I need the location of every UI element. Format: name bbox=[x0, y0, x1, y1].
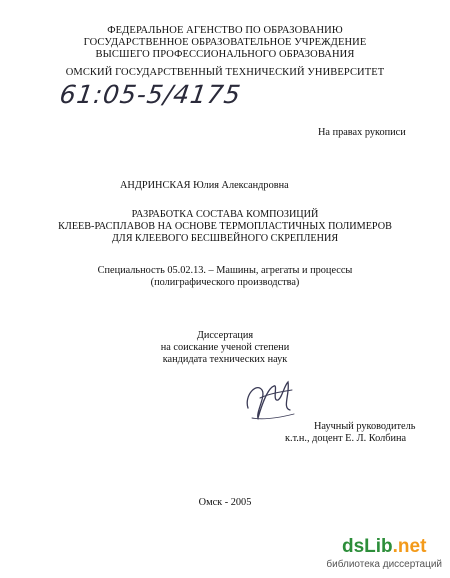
thesis-title-line-3: ДЛЯ КЛЕЕВОГО БЕСШВЕЙНОГО СКРЕПЛЕНИЯ bbox=[111, 233, 339, 244]
specialty-line: Специальность 05.02.13. – Машины, агрегаты и процессы bbox=[97, 265, 353, 276]
header-line-education: ВЫСШЕГО ПРОФЕССИОНАЛЬНОГО ОБРАЗОВАНИЯ bbox=[95, 49, 355, 60]
dissertation-label: Диссертация bbox=[196, 330, 254, 341]
thesis-title-line-2: КЛЕЕВ-РАСПЛАВОВ НА ОСНОВЕ ТЕРМОПЛАСТИЧНЫХ ПОЛИМЕРОВ bbox=[58, 221, 392, 232]
handwritten-registration-number: 61:05-5/4175 bbox=[57, 80, 244, 109]
watermark-logo bbox=[326, 537, 442, 557]
supervisor-name: к.т.н., доцент Е. Л. Колбина bbox=[285, 433, 407, 444]
author-name: АНДРИНСКАЯ Юлия Александровна bbox=[120, 180, 289, 191]
dslib-watermark bbox=[326, 537, 442, 570]
rights-notice: На правах рукописи bbox=[318, 127, 406, 138]
handwritten-signature bbox=[238, 368, 302, 426]
watermark-logo-part-1: dsLib bbox=[341, 536, 393, 557]
degree-line: на соискание ученой степени bbox=[160, 342, 290, 353]
watermark-logo-part-2: .net bbox=[392, 536, 427, 557]
city-year: Омск - 2005 bbox=[198, 497, 252, 508]
degree-type: кандидата технических наук bbox=[162, 354, 288, 365]
supervisor-label: Научный руководитель bbox=[314, 421, 416, 432]
header-line-institution: ГОСУДАРСТВЕННОЕ ОБРАЗОВАТЕЛЬНОЕ УЧРЕЖДЕНИЕ bbox=[83, 37, 367, 48]
thesis-title-line-1: РАЗРАБОТКА СОСТАВА КОМПОЗИЦИЙ bbox=[131, 209, 319, 220]
specialty-field: (полиграфического производства) bbox=[150, 277, 300, 288]
university-name: ОМСКИЙ ГОСУДАРСТВЕННЫЙ ТЕХНИЧЕСКИЙ УНИВЕРСИТЕТ bbox=[65, 67, 385, 78]
header-line-agency: ФЕДЕРАЛЬНОЕ АГЕНСТВО ПО ОБРАЗОВАНИЮ bbox=[107, 25, 343, 36]
watermark-subtitle: библиотека диссертаций bbox=[326, 559, 442, 570]
